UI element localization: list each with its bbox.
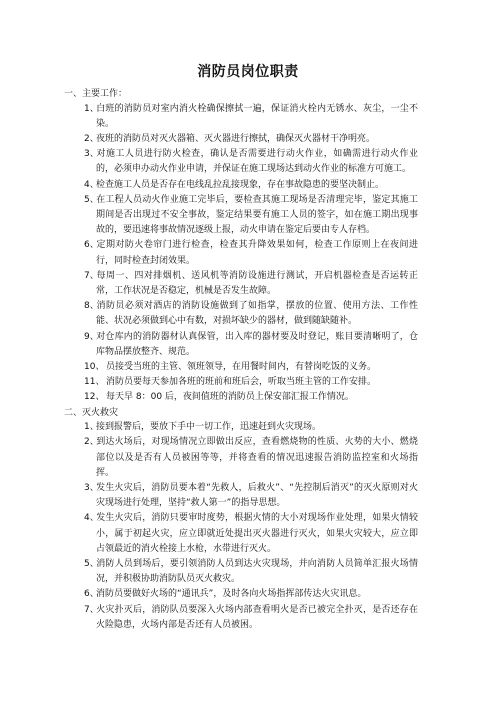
list-item-number: 10、 (84, 362, 105, 373)
section-heading: 一、主要工作： (64, 89, 128, 99)
list-item (0, 481, 496, 511)
list-item (0, 132, 496, 147)
list-item-number: 1、 (84, 103, 99, 114)
list-item-number: 6、 (84, 589, 99, 600)
list-item (0, 435, 496, 481)
list-item (0, 238, 496, 268)
list-item (0, 269, 496, 299)
list-item-number: 8、 (84, 301, 99, 312)
list-item (0, 147, 496, 177)
list-item-text: 消防员要做好火场的“通讯兵”，及时各向火场指挥部传达火灾讯息。 (96, 589, 367, 600)
list-item-number: 6、 (84, 240, 99, 251)
list-item-text: 对施工人员进行防火检查，确认是否需要进行动火作业，如确需进行动火作业的，必须申办动火作业申请，并保证在施工现场达到动火作业的标准方可施工。 (96, 149, 418, 175)
document-title: 消防员岗位职责 (197, 64, 299, 80)
section-heading: 二、灭火救灾 (64, 407, 119, 418)
list-item (0, 178, 496, 193)
list-item-text: 火灾扑灭后，消防队员要深入火场内部查看明火是否已被完全扑灭，是否还存在火险隐患，火场内部是否还有人员被困。 (96, 604, 418, 630)
list-item-number: 3、 (84, 149, 99, 160)
list-item-text: 每周一、四对排烟机、送风机等消防设施进行测试，开启机器检查是否运转正常，工作状况是否稳定，机械是否发生故障。 (96, 270, 418, 297)
list-item-number: 4、 (84, 179, 99, 190)
list-item-number: 7、 (84, 270, 99, 281)
list-item-text: 发生火灾后，消防只要审时度势，根据火情的大小对现场作业处理，如果火情较小，属于初起火灾，应立即就近处提出灭火器进行灭火，如果火灾较大，应立即占领最近的消火栓接上水枪，水带进行灭火。 (96, 513, 418, 554)
list-item (0, 587, 496, 602)
list-item (0, 375, 496, 390)
list-item-number: 9、 (84, 331, 99, 342)
list-item (0, 102, 496, 132)
list-item-text: 到达火场后，对现场情况立即做出反应，查看燃烧物的性质、火势的大小、燃烧部位以及是否有人员被困等等，并将查看的情况迅速报告消防监控室和火场指挥。 (96, 437, 418, 478)
list-item (0, 193, 496, 239)
list-item-text: 消防人员到场后，要引领消防人员到达火灾现场，并向消防人员简单汇报火场情况，并积极协助消防队员灭火救灾。 (96, 559, 418, 585)
list-item (0, 390, 496, 405)
list-item-text: 接到报警后，要放下手中一切工作，迅速赶到火灾现场。 (96, 422, 322, 433)
list-item (0, 360, 496, 375)
list-item-number: 5、 (84, 194, 99, 205)
list-item-number: 2、 (84, 437, 99, 448)
list-item-number: 3、 (84, 483, 99, 494)
list-item-number: 5、 (84, 559, 99, 570)
list-item-text: 每天早 8：00 后，夜间值班的消防员上保安部汇报工作情况。 (106, 392, 354, 403)
list-item-text: 定期对防火卷帘门进行检查，检查其升降效果如何，检查工作原则上在夜间进行，同时检查封闭效果。 (96, 240, 418, 266)
list-item-number: 12、 (84, 392, 105, 403)
list-item-text: 对仓库内的消防器材认真保管，出入库的器材要及时登记，账目要清晰明了，仓库物品摆放整齐、规范。 (96, 331, 418, 357)
list-item (0, 603, 496, 633)
list-item (0, 557, 496, 587)
list-item (0, 511, 496, 557)
list-item-text: 夜班的消防员对灭火器箱、灭火器进行擦拭，确保灭火器材干净明亮。 (96, 134, 376, 144)
list-item-number: 1、 (84, 422, 99, 433)
list-item-text: 发生火灾后，消防员要本着“先救人，后救火”、“先控制后消灭”的灭火原则对火灾现场进行处理，坚持“救人第一”的指导思想。 (96, 483, 418, 509)
list-item-text: 员接受当班的主管、领班领导，在用餐时间内，有替岗吃饭的义务。 (106, 362, 377, 373)
list-item-number: 11、 (84, 377, 105, 388)
list-item-text: 在工程人员动火作业施工完毕后，要检查其施工现场是否清理完毕，鉴定其施工期间是否出现过不安全事故，鉴定结果要有施工人员的签字，如在施工期出现事故的，要迅速将事故情况逐级上报，动火申请在鉴定后要由专人存档。 (96, 194, 418, 236)
list-item-number: 2、 (84, 134, 99, 144)
list-item (0, 299, 496, 329)
list-item-text: 消防员必须对酒店的消防设施做到了如指掌，摆放的位置、使用方法、工作性能、状况必须做到心中有数，对损坏缺少的器材，做到随缺随补。 (96, 301, 418, 327)
list-item (0, 330, 496, 360)
document-body (0, 87, 496, 633)
list-item-number: 4、 (84, 513, 99, 524)
list-item-text: 白班的消防员对室内消火栓确保擦拭一遍，保证消火栓内无锈水、灰尘，一尘不染。 (96, 103, 418, 129)
list-item-number: 7、 (84, 604, 99, 615)
list-item-text: 消防员要每天参加各班的班前和班后会，听取当班主管的工作安排。 (106, 377, 377, 388)
list-item-text: 检查施工人员是否存在电线乱拉乱接现象，存在事故隐患的要坚决制止。 (96, 179, 385, 190)
list-item (0, 420, 496, 435)
